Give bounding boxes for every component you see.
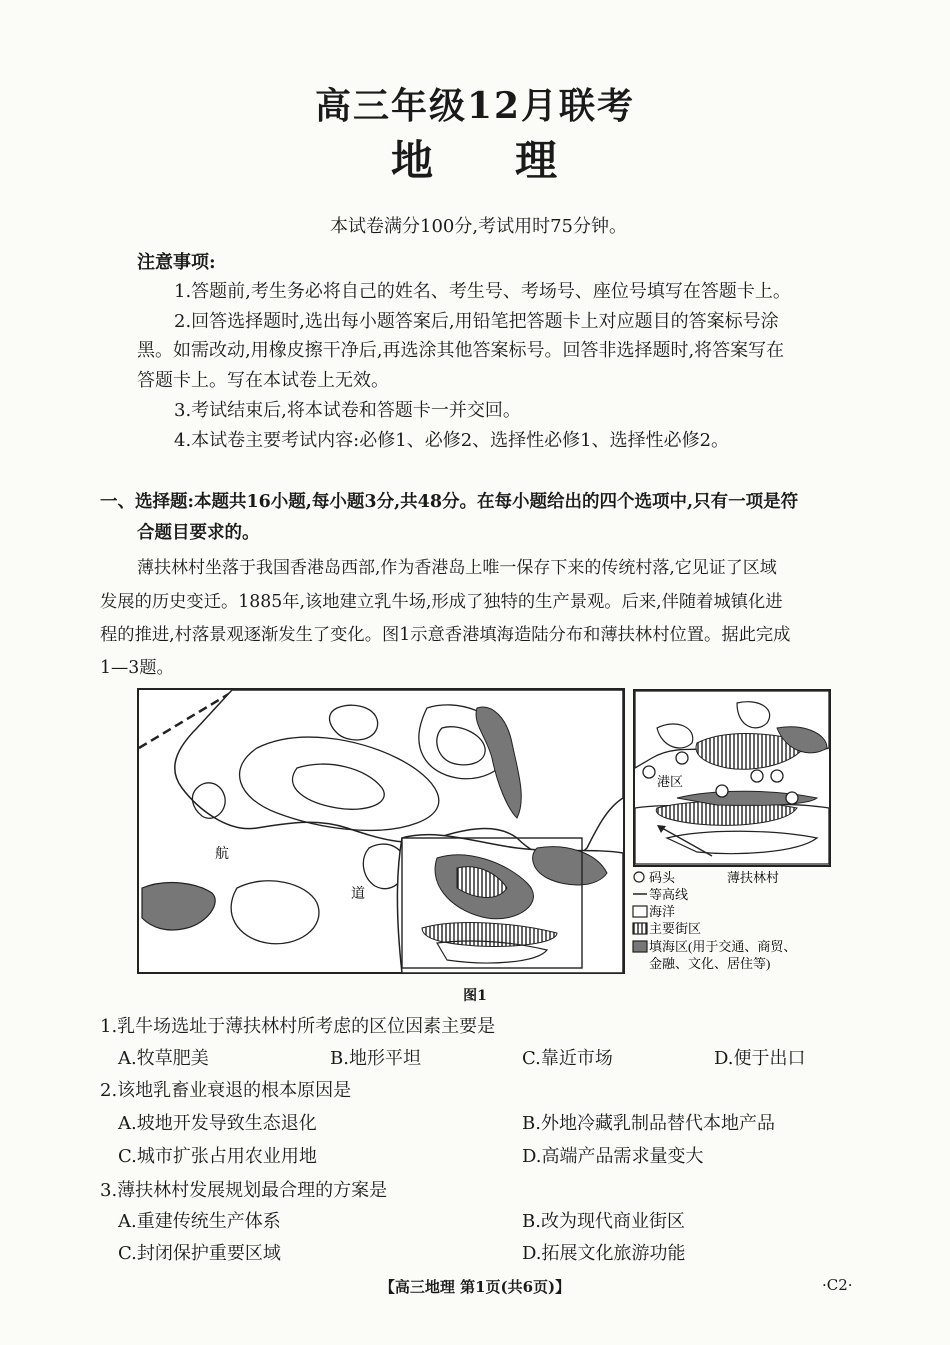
notice-item-2-line-2: 黑。如需改动,用橡皮擦干净后,再选涂其他答案标号。回答非选择题时,将答案写在 (137, 340, 785, 361)
notice-heading: 注意事项: (137, 252, 216, 273)
notice-item-2-line-3: 答题卡上。写在本试卷上无效。 (137, 370, 389, 391)
legend (633, 870, 796, 971)
label-gangqu: 港区 (657, 774, 684, 789)
corner-mark: ·C2· (822, 1276, 853, 1294)
legend-street-label: 主要街区 (649, 921, 702, 936)
subject-char-1: 地 (390, 136, 435, 185)
page-footer: 【高三地理 第1页(共6页)】 (379, 1278, 571, 1296)
subject-char-2: 理 (515, 136, 560, 185)
q3-option-c: C.封闭保护重要区域 (118, 1243, 281, 1264)
legend-pier-icon (634, 872, 644, 882)
legend-reclaim-icon (633, 941, 647, 952)
notice-item-1: 1.答题前,考生务必将自己的姓名、考生号、考场号、座位号填写在答题卡上。 (174, 281, 791, 302)
pier-icon (771, 770, 783, 782)
label-hang: 航 (215, 847, 229, 862)
q2-option-c: C.城市扩张占用农业用地 (118, 1146, 317, 1167)
passage-line-4: 1—3题。 (100, 658, 174, 678)
notice-item-3: 3.考试结束后,将本试卷和答题卡一并交回。 (174, 400, 521, 421)
legend-reclaim-label-1: 填海区(用于交通、商贸、 (649, 939, 797, 954)
q1-option-b: B.地形平坦 (330, 1048, 421, 1069)
q1-option-d: D.便于出口 (714, 1048, 806, 1069)
q2-option-b: B.外地冷藏乳制品替代本地产品 (522, 1113, 775, 1134)
exam-title: 高三年级12月联考 (314, 85, 636, 127)
passage-line-1: 薄扶林村坐落于我国香港岛西部,作为香港岛上唯一保存下来的传统村落,它见证了区域 (137, 558, 777, 578)
q2-option-d: D.高端产品需求量变大 (522, 1146, 704, 1167)
exam-info: 本试卷满分100分,考试用时75分钟。 (330, 216, 627, 237)
notice-item-4: 4.本试卷主要考试内容:必修1、必修2、选择性必修1、选择性必修2。 (174, 430, 730, 451)
pier-icon (751, 770, 763, 782)
section-heading-line-1: 一、选择题:本题共16小题,每小题3分,共48分。在每小题给出的四个选项中,只有一项是符 (100, 492, 799, 512)
section-heading-line-2: 合题目要求的。 (137, 523, 260, 543)
notice-item-2-line-1: 2.回答选择题时,选出每小题答案后,用铅笔把答题卡上对应题目的答案标号涂 (174, 311, 779, 332)
figure-1-map (137, 688, 832, 976)
legend-pier-label: 码头 (649, 870, 676, 885)
pier-icon (643, 766, 655, 778)
q1-stem: 1.乳牛场选址于薄扶林村所考虑的区位因素主要是 (100, 1016, 496, 1037)
q3-option-b: B.改为现代商业街区 (522, 1211, 685, 1232)
label-dao: 道 (351, 887, 365, 902)
q3-option-a: A.重建传统生产体系 (118, 1211, 281, 1232)
legend-ocean-label: 海洋 (649, 904, 676, 919)
passage-line-3: 程的推进,村落景观逐渐发生了变化。图1示意香港填海造陆分布和薄扶林村位置。据此完成 (100, 625, 791, 645)
q1-option-a: A.牧草肥美 (118, 1048, 209, 1069)
legend-contour-label: 等高线 (649, 887, 689, 902)
q2-option-a: A.坡地开发导致生态退化 (118, 1113, 317, 1134)
pier-icon (676, 752, 688, 764)
island (231, 881, 319, 944)
pier-icon (786, 792, 798, 804)
passage-line-2: 发展的历史变迁。1885年,该地建立乳牛场,形成了独特的生产景观。后来,伴随着城镇化进 (100, 592, 783, 612)
legend-street-icon (633, 923, 647, 934)
q3-option-d: D.拓展文化旅游功能 (522, 1243, 686, 1264)
figure-caption: 图1 (463, 988, 487, 1004)
q2-stem: 2.该地乳畜业衰退的根本原因是 (100, 1080, 352, 1101)
pier-icon (716, 785, 728, 797)
q3-stem: 3.薄扶林村发展规划最合理的方案是 (100, 1180, 388, 1201)
legend-reclaim-label-2: 金融、文化、居住等) (649, 956, 771, 971)
q1-option-c: C.靠近市场 (522, 1048, 613, 1069)
label-village: 薄扶林村 (727, 870, 780, 885)
legend-ocean-icon (633, 906, 647, 917)
subject-title (0, 128, 950, 188)
